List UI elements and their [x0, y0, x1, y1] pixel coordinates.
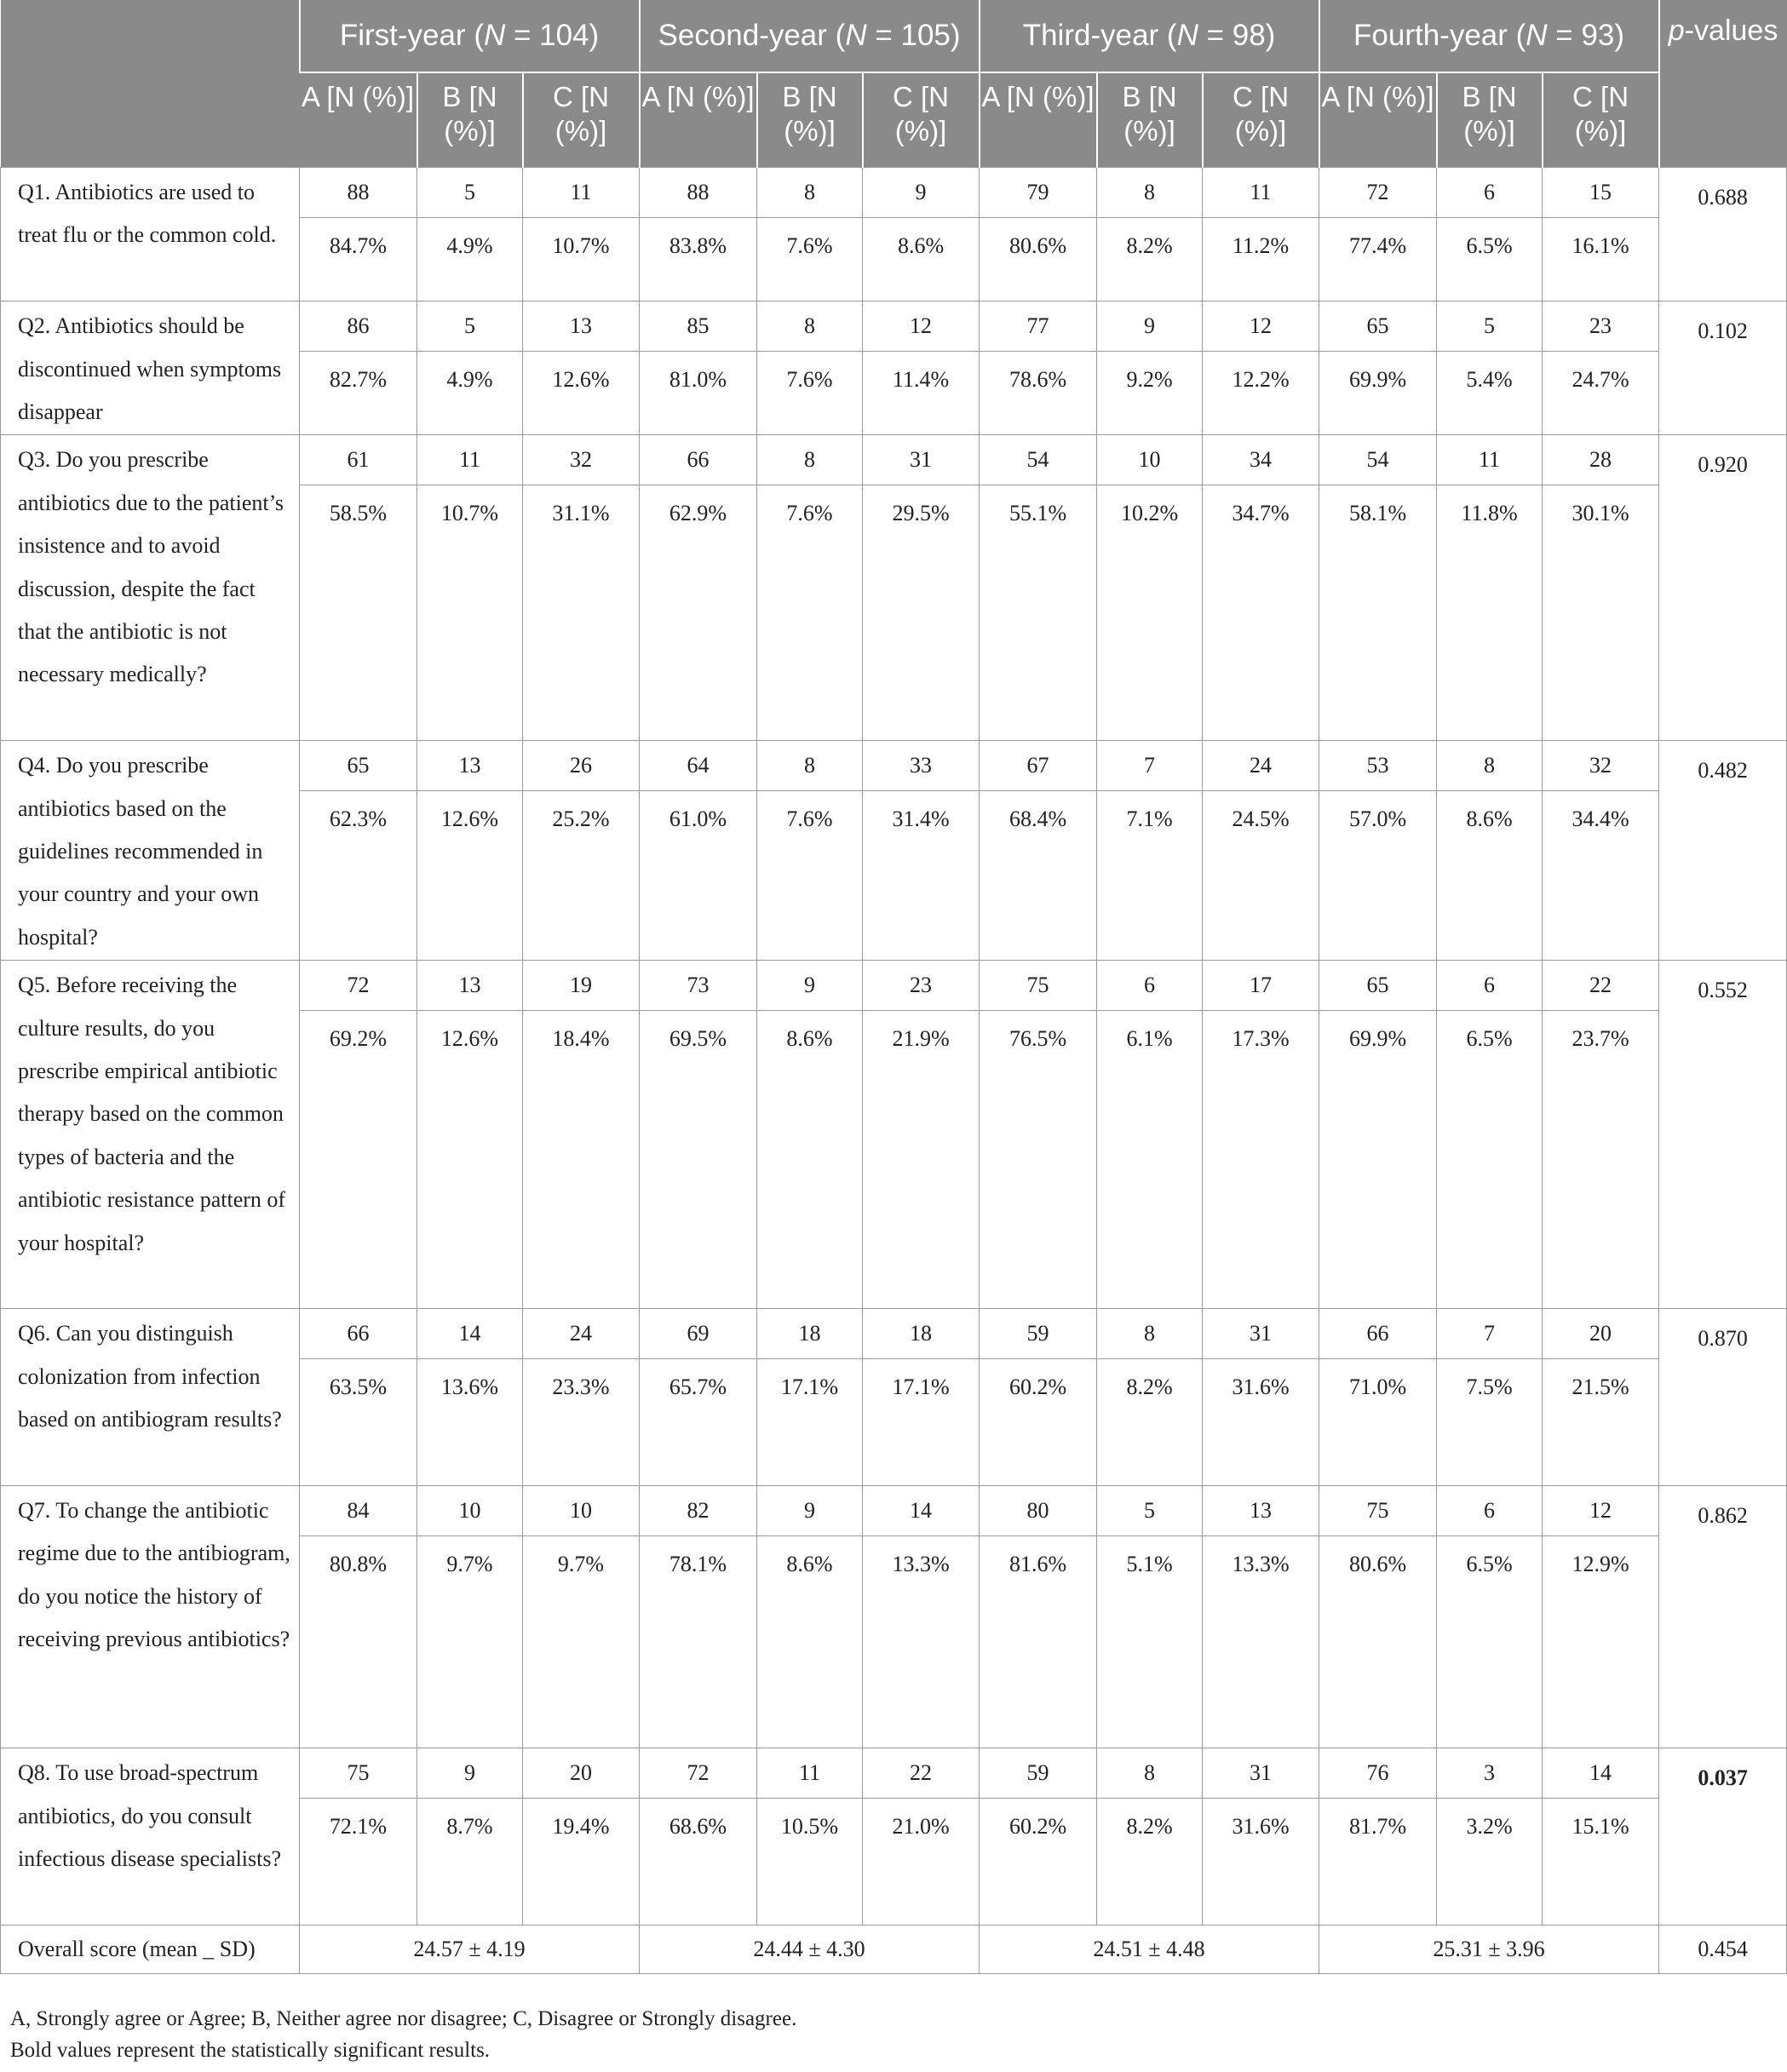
- count-cell: 6: [1437, 168, 1543, 218]
- count-cell: 5: [417, 168, 523, 218]
- percent-cell: 5.1%: [1097, 1535, 1203, 1748]
- count-cell: 20: [523, 1748, 640, 1799]
- percent-cell: 12.6%: [417, 791, 523, 961]
- percent-cell: 23.3%: [523, 1359, 640, 1486]
- question-cell: Q3. Do you prescribe antibiotics due to the patient’s insistence and to avoid discussion, despite the fact that the antibiotic is not necessary medically?: [1, 435, 300, 741]
- count-cell: 65: [1319, 961, 1437, 1011]
- count-cell: 8: [1437, 741, 1543, 791]
- percent-cell: 31.6%: [1203, 1359, 1319, 1486]
- count-cell: 34: [1203, 435, 1319, 485]
- percent-cell: 57.0%: [1319, 791, 1437, 961]
- percent-cell: 81.6%: [980, 1535, 1097, 1748]
- percent-cell: 82.7%: [300, 352, 417, 435]
- count-cell: 18: [757, 1309, 863, 1359]
- percent-cell: 84.7%: [300, 218, 417, 301]
- table-footnotes: [10, 2003, 796, 2066]
- subcol-header: C [N (%)]: [863, 72, 980, 168]
- percent-cell: 77.4%: [1319, 218, 1437, 301]
- count-cell: 24: [1203, 741, 1319, 791]
- percent-cell: 34.7%: [1203, 485, 1319, 741]
- count-cell: 6: [1437, 1485, 1543, 1535]
- percent-cell: 60.2%: [980, 1799, 1097, 1926]
- header-empty-cell: [1, 0, 300, 168]
- count-cell: 8: [1097, 168, 1203, 218]
- percent-cell: 7.6%: [757, 485, 863, 741]
- count-cell: 59: [980, 1748, 1097, 1799]
- count-cell: 18: [863, 1309, 980, 1359]
- percent-cell: 25.2%: [523, 791, 640, 961]
- count-cell: 9: [417, 1748, 523, 1799]
- overall-score-row: [1, 1925, 1787, 1973]
- count-cell: 79: [980, 168, 1097, 218]
- question-cell: Q7. To change the antibiotic regime due to the antibiogram, do you notice the history of receiving previous antibiotics?: [1, 1485, 300, 1748]
- percent-cell: 8.7%: [417, 1799, 523, 1926]
- count-cell: 14: [863, 1485, 980, 1535]
- group-n-symbol: N: [483, 19, 506, 52]
- p-value-cell: 0.482: [1659, 741, 1787, 961]
- group-label-post: = 98): [1198, 19, 1276, 52]
- footnote-bold-values: Bold values represent the statistically significant results.: [10, 2039, 491, 2062]
- count-cell: 80: [980, 1485, 1097, 1535]
- count-cell: 86: [300, 301, 417, 352]
- percent-cell: 8.2%: [1097, 1359, 1203, 1486]
- percent-cell: 3.2%: [1437, 1799, 1543, 1926]
- percent-cell: 31.6%: [1203, 1799, 1319, 1926]
- count-cell: 24: [523, 1309, 640, 1359]
- count-cell: 11: [523, 168, 640, 218]
- percent-cell: 11.8%: [1437, 485, 1543, 741]
- count-cell: 8: [757, 435, 863, 485]
- percent-cell: 69.9%: [1319, 1011, 1437, 1309]
- count-cell: 69: [640, 1309, 757, 1359]
- percent-cell: 63.5%: [300, 1359, 417, 1486]
- table-row-counts: [1, 168, 1787, 218]
- percent-cell: 13.3%: [1203, 1535, 1319, 1748]
- table-row-counts: [1, 1485, 1787, 1535]
- percent-cell: 31.1%: [523, 485, 640, 741]
- count-cell: 26: [523, 741, 640, 791]
- count-cell: 8: [757, 168, 863, 218]
- subcol-header: B [N (%)]: [417, 72, 523, 168]
- percent-cell: 29.5%: [863, 485, 980, 741]
- table-row-counts: [1, 961, 1787, 1011]
- percent-cell: 83.8%: [640, 218, 757, 301]
- count-cell: 73: [640, 961, 757, 1011]
- percent-cell: 80.6%: [1319, 1535, 1437, 1748]
- percent-cell: 8.2%: [1097, 1799, 1203, 1926]
- percent-cell: 58.5%: [300, 485, 417, 741]
- count-cell: 8: [757, 741, 863, 791]
- count-cell: 32: [523, 435, 640, 485]
- table-row-counts: [1, 1748, 1787, 1799]
- percent-cell: 18.4%: [523, 1011, 640, 1309]
- group-label-pre: Third-year (: [1022, 19, 1177, 52]
- percent-cell: 71.0%: [1319, 1359, 1437, 1486]
- count-cell: 84: [300, 1485, 417, 1535]
- count-cell: 7: [1437, 1309, 1543, 1359]
- count-cell: 6: [1437, 961, 1543, 1011]
- percent-cell: 6.5%: [1437, 1535, 1543, 1748]
- count-cell: 82: [640, 1485, 757, 1535]
- count-cell: 72: [1319, 168, 1437, 218]
- percent-cell: 19.4%: [523, 1799, 640, 1926]
- group-header: [300, 0, 640, 72]
- percent-cell: 62.9%: [640, 485, 757, 741]
- count-cell: 75: [300, 1748, 417, 1799]
- count-cell: 65: [1319, 301, 1437, 352]
- count-cell: 5: [1437, 301, 1543, 352]
- count-cell: 33: [863, 741, 980, 791]
- count-cell: 66: [300, 1309, 417, 1359]
- subcol-header: A [N (%)]: [640, 72, 757, 168]
- count-cell: 3: [1437, 1748, 1543, 1799]
- group-header: [980, 0, 1319, 72]
- percent-cell: 15.1%: [1543, 1799, 1659, 1926]
- count-cell: 22: [1543, 961, 1659, 1011]
- count-cell: 31: [1203, 1309, 1319, 1359]
- count-cell: 10: [417, 1485, 523, 1535]
- table-row-counts: [1, 1309, 1787, 1359]
- percent-cell: 11.2%: [1203, 218, 1319, 301]
- count-cell: 13: [417, 741, 523, 791]
- percent-cell: 8.6%: [757, 1535, 863, 1748]
- count-cell: 8: [1097, 1748, 1203, 1799]
- count-cell: 88: [300, 168, 417, 218]
- percent-cell: 6.5%: [1437, 1011, 1543, 1309]
- count-cell: 13: [1203, 1485, 1319, 1535]
- percent-cell: 12.2%: [1203, 352, 1319, 435]
- p-value-cell: 0.037: [1659, 1748, 1787, 1926]
- group-label-pre: Second-year (: [658, 19, 846, 52]
- table-body: [1, 168, 1787, 1974]
- percent-cell: 24.7%: [1543, 352, 1659, 435]
- group-n-symbol: N: [1176, 19, 1198, 52]
- count-cell: 9: [757, 961, 863, 1011]
- group-label-post: = 105): [866, 19, 961, 52]
- p-value-cell: 0.862: [1659, 1485, 1787, 1748]
- count-cell: 5: [1097, 1485, 1203, 1535]
- count-cell: 75: [1319, 1485, 1437, 1535]
- question-cell: Q5. Before receiving the culture results, do you prescribe empirical antibiotic therapy based on the common types of bacteria and the antibiotic resistance pattern of your hospital?: [1, 961, 300, 1309]
- percent-cell: 10.2%: [1097, 485, 1203, 741]
- percent-cell: 55.1%: [980, 485, 1097, 741]
- percent-cell: 69.5%: [640, 1011, 757, 1309]
- count-cell: 17: [1203, 961, 1319, 1011]
- count-cell: 12: [1203, 301, 1319, 352]
- count-cell: 31: [863, 435, 980, 485]
- count-cell: 13: [523, 301, 640, 352]
- count-cell: 12: [1543, 1485, 1659, 1535]
- percent-cell: 58.1%: [1319, 485, 1437, 741]
- percent-cell: 23.7%: [1543, 1011, 1659, 1309]
- percent-cell: 12.6%: [523, 352, 640, 435]
- count-cell: 11: [417, 435, 523, 485]
- percent-cell: 9.2%: [1097, 352, 1203, 435]
- subcol-header: B [N (%)]: [1437, 72, 1543, 168]
- count-cell: 8: [757, 301, 863, 352]
- overall-score-cell: 24.51 ± 4.48: [980, 1925, 1319, 1973]
- p-value-cell: 0.102: [1659, 301, 1787, 435]
- count-cell: 59: [980, 1309, 1097, 1359]
- group-label-pre: First-year (: [339, 19, 484, 52]
- subcol-header: A [N (%)]: [980, 72, 1097, 168]
- count-cell: 12: [863, 301, 980, 352]
- count-cell: 54: [980, 435, 1097, 485]
- count-cell: 9: [1097, 301, 1203, 352]
- percent-cell: 6.5%: [1437, 218, 1543, 301]
- count-cell: 32: [1543, 741, 1659, 791]
- count-cell: 6: [1097, 961, 1203, 1011]
- subcol-header: C [N (%)]: [1543, 72, 1659, 168]
- percent-cell: 6.1%: [1097, 1011, 1203, 1309]
- table-row-counts: [1, 435, 1787, 485]
- count-cell: 14: [1543, 1748, 1659, 1799]
- percent-cell: 61.0%: [640, 791, 757, 961]
- count-cell: 9: [757, 1485, 863, 1535]
- percent-cell: 7.6%: [757, 352, 863, 435]
- question-cell: Q6. Can you distinguish colonization from infection based on antibiogram results?: [1, 1309, 300, 1486]
- table-header: [1, 0, 1787, 168]
- overall-p-value: 0.454: [1659, 1925, 1787, 1973]
- count-cell: 54: [1319, 435, 1437, 485]
- percent-cell: 81.0%: [640, 352, 757, 435]
- overall-score-cell: 25.31 ± 3.96: [1319, 1925, 1659, 1973]
- percent-cell: 10.7%: [417, 485, 523, 741]
- group-n-symbol: N: [845, 19, 867, 52]
- subcol-header: A [N (%)]: [1319, 72, 1437, 168]
- question-cell: Q4. Do you prescribe antibiotics based on the guidelines recommended in your country and your own hospital?: [1, 741, 300, 961]
- question-cell: Q2. Antibiotics should be discontinued when symptoms disappear: [1, 301, 300, 435]
- percent-cell: 21.0%: [863, 1799, 980, 1926]
- percent-cell: 8.6%: [863, 218, 980, 301]
- count-cell: 11: [757, 1748, 863, 1799]
- subcol-header: C [N (%)]: [523, 72, 640, 168]
- count-cell: 66: [1319, 1309, 1437, 1359]
- count-cell: 10: [523, 1485, 640, 1535]
- percent-cell: 12.6%: [417, 1011, 523, 1309]
- percent-cell: 65.7%: [640, 1359, 757, 1486]
- count-cell: 28: [1543, 435, 1659, 485]
- percent-cell: 17.1%: [757, 1359, 863, 1486]
- p-value-cell: 0.920: [1659, 435, 1787, 741]
- p-value-cell: 0.552: [1659, 961, 1787, 1309]
- count-cell: 76: [1319, 1748, 1437, 1799]
- count-cell: 9: [863, 168, 980, 218]
- count-cell: 11: [1437, 435, 1543, 485]
- percent-cell: 68.6%: [640, 1799, 757, 1926]
- group-label-post: = 93): [1547, 19, 1625, 52]
- count-cell: 11: [1203, 168, 1319, 218]
- group-header: [640, 0, 980, 72]
- count-cell: 23: [1543, 301, 1659, 352]
- p-value-cell: 0.688: [1659, 168, 1787, 301]
- percent-cell: 68.4%: [980, 791, 1097, 961]
- percent-cell: 13.6%: [417, 1359, 523, 1486]
- group-n-symbol: N: [1526, 19, 1548, 52]
- overall-label: Overall score (mean _ SD): [1, 1925, 300, 1973]
- overall-score-cell: 24.57 ± 4.19: [300, 1925, 640, 1973]
- count-cell: 61: [300, 435, 417, 485]
- percent-cell: 7.1%: [1097, 791, 1203, 961]
- count-cell: 53: [1319, 741, 1437, 791]
- percent-cell: 9.7%: [417, 1535, 523, 1748]
- percent-cell: 69.2%: [300, 1011, 417, 1309]
- percent-cell: 72.1%: [300, 1799, 417, 1926]
- percent-cell: 12.9%: [1543, 1535, 1659, 1748]
- percent-cell: 78.1%: [640, 1535, 757, 1748]
- percent-cell: 13.3%: [863, 1535, 980, 1748]
- overall-score-cell: 24.44 ± 4.30: [640, 1925, 980, 1973]
- count-cell: 10: [1097, 435, 1203, 485]
- percent-cell: 31.4%: [863, 791, 980, 961]
- count-cell: 15: [1543, 168, 1659, 218]
- count-cell: 8: [1097, 1309, 1203, 1359]
- table-row-counts: [1, 741, 1787, 791]
- subcol-header: B [N (%)]: [1097, 72, 1203, 168]
- percent-cell: 30.1%: [1543, 485, 1659, 741]
- subcol-header: A [N (%)]: [300, 72, 417, 168]
- percent-cell: 4.9%: [417, 218, 523, 301]
- count-cell: 72: [300, 961, 417, 1011]
- percent-cell: 8.6%: [757, 1011, 863, 1309]
- percent-cell: 4.9%: [417, 352, 523, 435]
- count-cell: 13: [417, 961, 523, 1011]
- header-row-groups: [1, 0, 1787, 72]
- count-cell: 67: [980, 741, 1097, 791]
- percent-cell: 10.5%: [757, 1799, 863, 1926]
- percent-cell: 80.8%: [300, 1535, 417, 1748]
- question-cell: Q8. To use broad-spectrum antibiotics, do you consult infectious disease specialists?: [1, 1748, 300, 1926]
- percent-cell: 16.1%: [1543, 218, 1659, 301]
- count-cell: 19: [523, 961, 640, 1011]
- question-cell: Q1. Antibiotics are used to treat flu or the common cold.: [1, 168, 300, 301]
- count-cell: 75: [980, 961, 1097, 1011]
- percent-cell: 76.5%: [980, 1011, 1097, 1309]
- count-cell: 66: [640, 435, 757, 485]
- percent-cell: 7.5%: [1437, 1359, 1543, 1486]
- percent-cell: 78.6%: [980, 352, 1097, 435]
- percent-cell: 21.5%: [1543, 1359, 1659, 1486]
- footnote-abbreviations: A, Strongly agree or Agree; B, Neither agree nor disagree; C, Disagree or Strongly disagree.: [10, 2007, 797, 2030]
- percent-cell: 21.9%: [863, 1011, 980, 1309]
- percent-cell: 62.3%: [300, 791, 417, 961]
- count-cell: 31: [1203, 1748, 1319, 1799]
- percent-cell: 11.4%: [863, 352, 980, 435]
- count-cell: 64: [640, 741, 757, 791]
- percent-cell: 17.3%: [1203, 1011, 1319, 1309]
- percent-cell: 60.2%: [980, 1359, 1097, 1486]
- count-cell: 85: [640, 301, 757, 352]
- percent-cell: 5.4%: [1437, 352, 1543, 435]
- subcol-header: B [N (%)]: [757, 72, 863, 168]
- percent-cell: 69.9%: [1319, 352, 1437, 435]
- count-cell: 22: [863, 1748, 980, 1799]
- percent-cell: 8.6%: [1437, 791, 1543, 961]
- group-label-post: = 104): [505, 19, 600, 52]
- group-header: [1319, 0, 1659, 72]
- percent-cell: 7.6%: [757, 218, 863, 301]
- count-cell: 14: [417, 1309, 523, 1359]
- count-cell: 65: [300, 741, 417, 791]
- percent-cell: 10.7%: [523, 218, 640, 301]
- count-cell: 7: [1097, 741, 1203, 791]
- count-cell: 77: [980, 301, 1097, 352]
- group-label-pre: Fourth-year (: [1353, 19, 1526, 52]
- subcol-header: C [N (%)]: [1203, 72, 1319, 168]
- p-label-rest: -values: [1684, 14, 1778, 47]
- p-value-cell: 0.870: [1659, 1309, 1787, 1486]
- table-row-counts: [1, 301, 1787, 352]
- percent-cell: 17.1%: [863, 1359, 980, 1486]
- count-cell: 88: [640, 168, 757, 218]
- percent-cell: 81.7%: [1319, 1799, 1437, 1926]
- percent-cell: 8.2%: [1097, 218, 1203, 301]
- count-cell: 5: [417, 301, 523, 352]
- p-values-header: [1659, 0, 1787, 168]
- count-cell: 20: [1543, 1309, 1659, 1359]
- percent-cell: 24.5%: [1203, 791, 1319, 961]
- percent-cell: 7.6%: [757, 791, 863, 961]
- percent-cell: 34.4%: [1543, 791, 1659, 961]
- count-cell: 72: [640, 1748, 757, 1799]
- count-cell: 23: [863, 961, 980, 1011]
- percent-cell: 80.6%: [980, 218, 1097, 301]
- percent-cell: 9.7%: [523, 1535, 640, 1748]
- p-symbol: p: [1668, 14, 1685, 47]
